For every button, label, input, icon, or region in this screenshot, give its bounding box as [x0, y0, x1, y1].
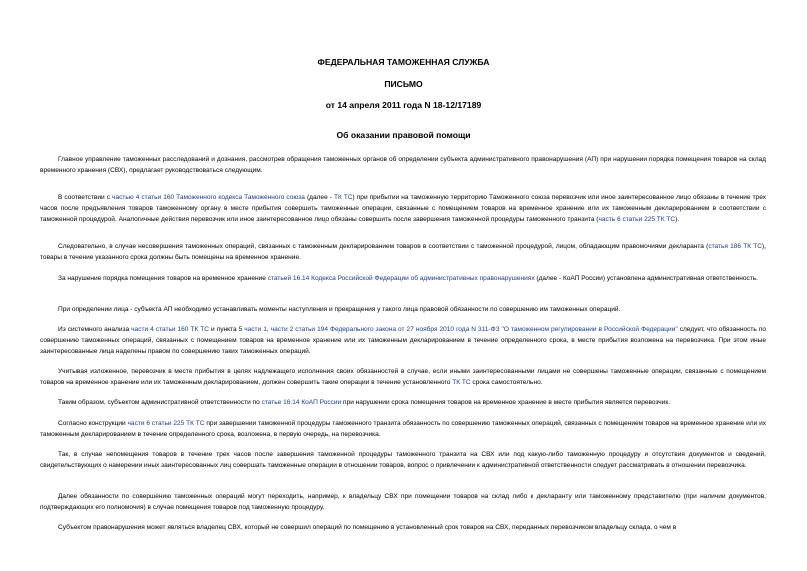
document-type: ПИСЬМО	[384, 79, 423, 89]
link-tk-ts[interactable]: ТК ТС	[333, 194, 353, 201]
link-tk-ts-article-160[interactable]: частью 4 статьи 160 Таможенного кодекса Таможенного союза	[112, 194, 305, 201]
paragraph-non-placement: Так, в случае непомещения товаров в течение трех часов после завершения таможенной процедуры таможенного транзита на СВХ или под какую-либо таможенную процедуру и отсутствия документов и сведений, свидетельствующих о намерении иных заинтересованных лиц совершать таможенные операции в отношении товаров, вопрос о привлечении к административной ответственности следует рассматривать в отношении перевозчика.	[40, 451, 766, 469]
document-subject: Об оказании правовой помощи	[336, 130, 471, 140]
text-fragment: (далее - КоАП России) установлена административная ответственность.	[534, 275, 758, 282]
text-fragment: и пункта 5	[209, 326, 245, 333]
text-fragment: срока самостоятельно.	[470, 378, 543, 386]
text-fragment: За нарушение порядка помещения товаров на временное хранение	[58, 275, 268, 282]
paragraph-system-analysis	[40, 325, 766, 357]
link-tk-ts-article-186[interactable]: статья 186 ТК ТС	[708, 243, 762, 250]
agency-title: ФЕДЕРАЛЬНАЯ ТАМОЖЕННАЯ СЛУЖБА	[317, 57, 490, 67]
link-tk-ts-article-225[interactable]: часть 6 статьи 225 ТК ТС	[598, 215, 676, 223]
text-fragment: Из системного анализа	[58, 326, 132, 333]
paragraph-intro: Главное управление таможенных расследований и дознания, рассмотрев обращения таможенных органов об определении субъекта административного правонарушения (АП) при нарушении порядка помещения товаров на склад временного хранения (СВХ), предлагает руководствоваться следующим.	[40, 156, 766, 174]
text-fragment: Следовательно, в случае несовершения таможенных операций, связанных с таможенным декларированием товаров в соответствии с таможенной процедурой, лицом, обладающим правомочиями декларанта (	[58, 243, 709, 250]
link-koap-article-16-14[interactable]: статьей 16.14 Кодекса Российской Федерации об административных правонарушениях	[267, 275, 535, 282]
link-federal-law-311[interactable]: части 2 статьи 194 Федерального закона от 27 ноября 2010 года N 311-ФЗ "О таможенном регулировании в Российской Федерации"	[270, 326, 678, 333]
text-fragment: В соответствии с	[58, 194, 113, 201]
document-date-number: от 14 апреля 2011 года N 18-12/17189	[325, 100, 482, 110]
paragraph-duty-transfer: Далее обязанности по совершению таможенных операций могут переходить, например, к владельцу СВХ при помещении товаров на склад либо к декларанту или таможенному представителю (при наличии документов, подтверждающих его полномочия) в случае помещения товаров под таможенную процедуру.	[40, 493, 766, 511]
text-fragment: (далее -	[304, 194, 334, 201]
text-fragment: Согласно конструкции	[58, 420, 128, 427]
text-fragment: ).	[675, 215, 680, 223]
link-tk-ts[interactable]: ТК ТС	[452, 378, 471, 386]
text-fragment: следует, что обязанность по совершению таможенных операций, связанных с помещением товаров на временное хранение или их таможенным декларированием в течение определенного срока, в месте прибытия возложена на перевозчика. При этом иные заинтересованные лица наделены правом по совершению таких таможенных операций.	[40, 326, 766, 355]
text-fragment: ,	[266, 326, 271, 333]
paragraph-transit-completion	[40, 419, 766, 441]
link-koap-16-14[interactable]: статье 16.14 КоАП России	[261, 399, 342, 406]
text-fragment: Таким образом, субъектом административной ответственности по	[58, 399, 262, 406]
paragraph-koap-16-14	[40, 274, 766, 285]
text-fragment: Учитывая изложенное, перевозчик в месте прибытия в целях надлежащего исполнения своих обязанностей в случае, если иными заинтересованными лицами не совершены таможенные операции, связанные с помещением товаров на временное хранение или их таможенным декларированием, должен совершить такие операции в течение установленного	[40, 368, 766, 386]
paragraph-subject-definition: При определении лица - субъекта АП необходимо устанавливать моменты наступления и прекращения у такого лица правовой обязанности по совершению им таможенных операций.	[58, 306, 621, 313]
text-fragment: ), товары в течение указанного срока должны быть помещены на временное хранение.	[40, 243, 766, 261]
paragraph-carrier-duty	[40, 367, 766, 389]
text-fragment: при завершении таможенной процедуры таможенного транзита обязанность по совершению таможенных операций, связанных с помещением товаров на временное хранение или их таможенным декларированием в течение определенного срока, возложена, в первую очередь, на перевозчика.	[40, 420, 766, 438]
link-tk-ts-article-160-part-4[interactable]: части 4 статьи 160 ТК ТС	[131, 326, 209, 333]
paragraph-warehouse-owner: Субъектом правонарушения может являться владелец СВХ, который не совершил операций по помещению в установленный срок товаров на СВХ, переданных перевозчиком владельцу склада, о чем в	[58, 524, 677, 531]
text-fragment: ) при прибытии на таможенную территорию Таможенного союза перевозчик или иное заинтересованное лицо обязаны в течение трех часов после предъявления товаров таможенному органу в месте прибытия совершить таможенные операции, связанные с помещением товаров на временное хранение или их таможенным декларированием в соответствии с таможенной процедурой. Аналогичные действия перевозчик или иное заинтересованное лицо обязаны совершить после завершения таможенной процедуры таможенного транзита (	[40, 194, 766, 223]
text-fragment: при нарушении срока помещения товаров на временное хранение в месте прибытия является перевозчик.	[341, 399, 671, 406]
paragraph-conclusion	[40, 398, 766, 409]
link-tk-ts-article-225-part-6[interactable]: части 6 статьи 225 ТК ТС	[127, 420, 205, 427]
paragraph-article-186	[40, 242, 766, 264]
paragraph-article-160	[40, 193, 766, 225]
link-part-1[interactable]: части 1	[244, 326, 267, 333]
